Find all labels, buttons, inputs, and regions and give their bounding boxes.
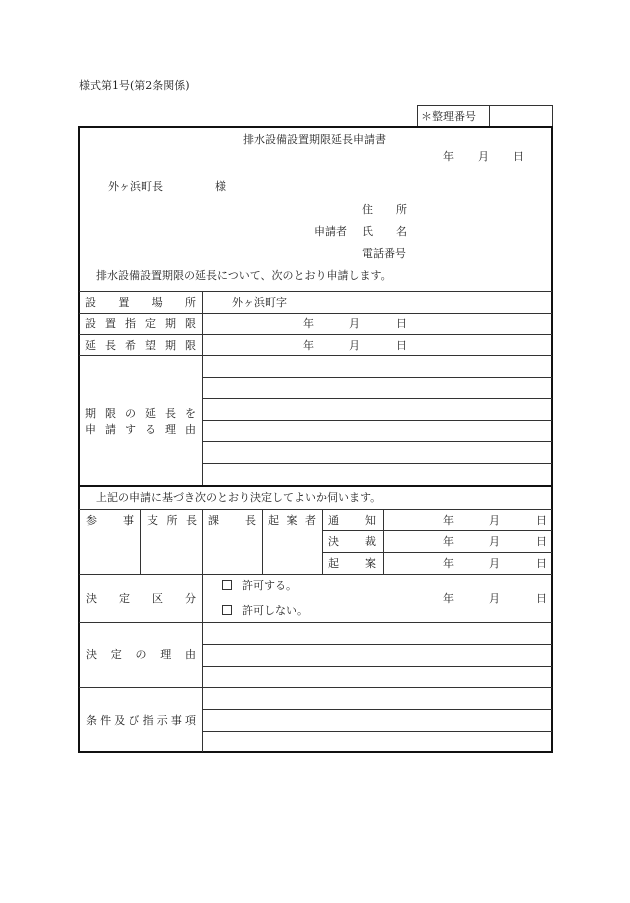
decision-reason-area[interactable] bbox=[203, 623, 552, 687]
decision-intro: 上記の申請に基づき次のとおり決定してよいか伺います。 bbox=[96, 491, 382, 504]
reason-label-line1: 期 限 の 延 長 を bbox=[85, 407, 196, 420]
permit-option[interactable] bbox=[222, 580, 297, 591]
year-label: 年 bbox=[443, 150, 454, 163]
reason-label-line2: 申 請 す る 理 由 bbox=[85, 423, 196, 436]
request-text: 排水設備設置期限の延長について、次のとおり申請します。 bbox=[96, 269, 392, 282]
deadline-year-label: 年 bbox=[303, 317, 314, 330]
approval-year: 年 bbox=[443, 535, 454, 548]
deny-option[interactable] bbox=[222, 605, 308, 616]
seiri-label: ＊整理番号 bbox=[421, 110, 476, 123]
approval-day: 日 bbox=[536, 535, 547, 548]
extension-month-label: 月 bbox=[349, 339, 360, 352]
address-label-1: 住 bbox=[362, 203, 373, 216]
deadline-day-label: 日 bbox=[396, 317, 407, 330]
applicant-role: 申請者 bbox=[314, 225, 347, 238]
divider-line bbox=[79, 291, 552, 292]
reason-input-area[interactable] bbox=[203, 356, 552, 485]
division-label: 決 定 区 分 bbox=[86, 592, 196, 605]
notice-year: 年 bbox=[443, 514, 454, 527]
shisho-stamp-area[interactable] bbox=[141, 531, 202, 573]
draft-step-label: 起 案 bbox=[328, 557, 376, 570]
kiansha-header: 起 案 者 bbox=[268, 514, 316, 527]
notice-day: 日 bbox=[536, 514, 547, 527]
section-divider bbox=[79, 485, 552, 487]
notice-step-label: 通 知 bbox=[328, 514, 376, 527]
draft-year: 年 bbox=[443, 557, 454, 570]
draft-month: 月 bbox=[489, 557, 500, 570]
shisho-header: 支 所 長 bbox=[147, 514, 197, 527]
extension-label: 延 長 希 望 期 限 bbox=[85, 339, 196, 352]
kacho-header: 課 長 bbox=[208, 514, 256, 527]
kacho-stamp-area[interactable] bbox=[203, 531, 262, 573]
conditions-label: 条 件 及 び 指 示 事 項 bbox=[86, 714, 196, 727]
form-number: 様式第1号(第2条関係) bbox=[79, 79, 190, 92]
day-label: 日 bbox=[513, 150, 524, 163]
divider-line bbox=[79, 574, 552, 575]
decision-reason-label: 決 定 の 理 由 bbox=[86, 648, 196, 661]
notice-month: 月 bbox=[489, 514, 500, 527]
addressee: 外ヶ浜町長 bbox=[108, 180, 163, 193]
seiri-value-field[interactable] bbox=[494, 111, 549, 123]
permit-label: 許可する。 bbox=[242, 579, 297, 592]
checkbox-icon[interactable] bbox=[222, 605, 232, 615]
divider-line bbox=[323, 530, 552, 531]
divider-line bbox=[79, 334, 552, 335]
decision-year: 年 bbox=[443, 592, 454, 605]
deadline-label: 設 置 指 定 期 限 bbox=[85, 317, 196, 330]
approval-step-label: 決 裁 bbox=[328, 535, 376, 548]
sanji-header: 参 事 bbox=[86, 514, 134, 527]
conditions-area[interactable] bbox=[203, 688, 552, 751]
address-label-2: 所 bbox=[396, 203, 407, 216]
honorific: 様 bbox=[215, 180, 226, 193]
form-title: 排水設備設置期限延長申請書 bbox=[243, 133, 386, 146]
draft-day: 日 bbox=[536, 557, 547, 570]
deadline-month-label: 月 bbox=[349, 317, 360, 330]
divider-line bbox=[79, 313, 552, 314]
divider-line bbox=[79, 509, 552, 510]
decision-day: 日 bbox=[536, 592, 547, 605]
location-label: 設 置 場 所 bbox=[85, 296, 196, 309]
divider-line bbox=[323, 552, 552, 553]
decision-month: 月 bbox=[489, 592, 500, 605]
deny-label: 許可しない。 bbox=[242, 604, 308, 617]
location-value[interactable]: 外ヶ浜町字 bbox=[232, 296, 287, 309]
phone-label[interactable]: 電話番号 bbox=[362, 247, 406, 260]
approval-month: 月 bbox=[489, 535, 500, 548]
seiri-divider bbox=[489, 105, 490, 126]
checkbox-icon[interactable] bbox=[222, 580, 232, 590]
column-divider bbox=[322, 509, 323, 574]
name-label-2: 名 bbox=[396, 225, 407, 238]
sanji-stamp-area[interactable] bbox=[80, 531, 140, 573]
month-label: 月 bbox=[478, 150, 489, 163]
name-label-1: 氏 bbox=[362, 225, 373, 238]
extension-year-label: 年 bbox=[303, 339, 314, 352]
extension-day-label: 日 bbox=[396, 339, 407, 352]
column-divider bbox=[383, 509, 384, 574]
kiansha-stamp-area[interactable] bbox=[263, 531, 322, 573]
